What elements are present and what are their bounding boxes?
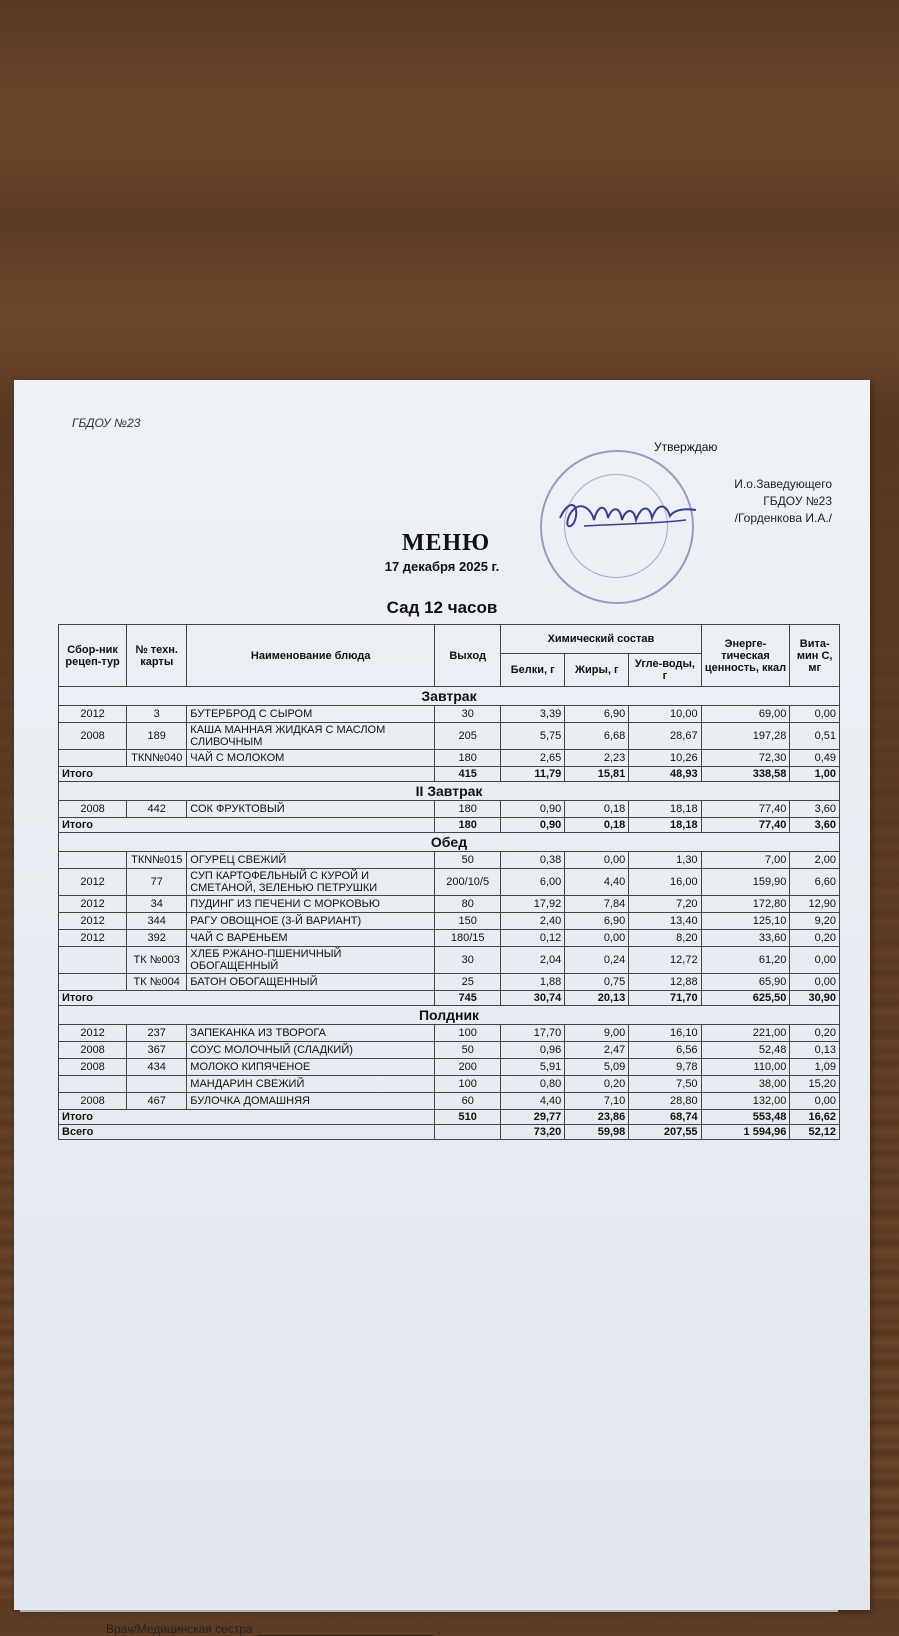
table-cell: 6,60 [790,869,840,896]
table-cell: 0,13 [790,1042,840,1059]
table-row [59,801,840,818]
table-cell: 18,18 [629,801,701,818]
header-chemical: Химический состав [501,625,701,654]
table-cell: 6,90 [565,913,629,930]
table-cell [59,852,127,869]
table-cell [59,947,127,974]
table-cell: 2,04 [501,947,565,974]
total-cell: 68,74 [629,1110,701,1125]
table-cell: 2,23 [565,750,629,767]
grand-total-cell: 1 594,96 [701,1125,790,1140]
table-cell: 132,00 [701,1093,790,1110]
section-header [59,1006,840,1025]
header-dish-name: Наименование блюда [187,625,435,687]
table-cell: 0,90 [501,801,565,818]
footer-label: Врач/Медицинская сестра [106,1622,253,1636]
table-cell: 7,00 [701,852,790,869]
table-cell [59,1076,127,1093]
table-row [59,869,840,896]
total-cell: 180 [435,818,501,833]
table-cell [59,750,127,767]
total-label: Итого [59,767,435,782]
total-row [59,991,840,1006]
table-cell: КАША МАННАЯ ЖИДКАЯ С МАСЛОМ СЛИВОЧНЫМ [187,723,435,750]
table-cell: 150 [435,913,501,930]
table-cell: 180 [435,750,501,767]
table-row [59,852,840,869]
table-cell: 15,20 [790,1076,840,1093]
header-energy: Энерге-тическая ценность, ккал [701,625,790,687]
grand-total-cell: 207,55 [629,1125,701,1140]
table-cell: 7,84 [565,896,629,913]
approver-name: /Горденкова И.А./ [734,511,832,525]
table-cell: 0,51 [790,723,840,750]
table-cell: 6,90 [565,706,629,723]
table-cell: 7,50 [629,1076,701,1093]
total-label: Итого [59,1110,435,1125]
table-cell [127,1076,187,1093]
total-cell: 30,74 [501,991,565,1006]
table-cell: 8,20 [629,930,701,947]
table-cell: 5,91 [501,1059,565,1076]
table-cell: 467 [127,1093,187,1110]
section-header [59,833,840,852]
total-cell: 29,77 [501,1110,565,1125]
table-cell: СОУС МОЛОЧНЫЙ (СЛАДКИЙ) [187,1042,435,1059]
table-cell: 2008 [59,1093,127,1110]
table-cell: 2,40 [501,913,565,930]
table-cell: 2012 [59,1025,127,1042]
header-fat: Жиры, г [565,654,629,687]
table-cell: 434 [127,1059,187,1076]
section-title: Завтрак [59,687,840,706]
table-cell: 1,09 [790,1059,840,1076]
table-cell: 9,00 [565,1025,629,1042]
table-cell: СУП КАРТОФЕЛЬНЫЙ С КУРОЙ И СМЕТАНОЙ, ЗЕЛЕНЬЮ ПЕТРУШКИ [187,869,435,896]
table-cell: ЧАЙ С МОЛОКОМ [187,750,435,767]
table-cell: 0,20 [790,1025,840,1042]
table-cell: 9,20 [790,913,840,930]
table-cell: 6,00 [501,869,565,896]
table-cell: 0,00 [790,706,840,723]
table-cell: 0,00 [565,852,629,869]
table-cell: 0,00 [790,1093,840,1110]
table-cell: 33,60 [701,930,790,947]
header-tech-card: № техн. карты [127,625,187,687]
table-cell: 17,92 [501,896,565,913]
header-carbs: Угле-воды, г [629,654,701,687]
organization-label: ГБДОУ №23 [72,416,141,430]
table-cell [59,974,127,991]
table-cell: БУЛОЧКА ДОМАШНЯЯ [187,1093,435,1110]
table-cell: 10,26 [629,750,701,767]
total-cell: 415 [435,767,501,782]
table-cell: 3,39 [501,706,565,723]
grand-total-cell: 59,98 [565,1125,629,1140]
total-label: Итого [59,991,435,1006]
table-cell: 1,88 [501,974,565,991]
total-cell: 625,50 [701,991,790,1006]
table-cell: 0,20 [790,930,840,947]
table-cell: 60 [435,1093,501,1110]
table-cell: 2008 [59,1042,127,1059]
table-cell: 65,90 [701,974,790,991]
table-cell: 0,38 [501,852,565,869]
table-cell: 72,30 [701,750,790,767]
table-row [59,930,840,947]
table-row [59,913,840,930]
total-cell: 18,18 [629,818,701,833]
table-cell: 3 [127,706,187,723]
table-cell: 50 [435,852,501,869]
table-cell: 0,18 [565,801,629,818]
table-cell: 38,00 [701,1076,790,1093]
table-cell: 6,68 [565,723,629,750]
table-row [59,1093,840,1110]
grand-total-label: Всего [59,1125,435,1140]
table-cell: 5,75 [501,723,565,750]
menu-document [14,380,870,1636]
table-cell: 221,00 [701,1025,790,1042]
total-row [59,818,840,833]
table-cell: СОК ФРУКТОВЫЙ [187,801,435,818]
table-row [59,1076,840,1093]
table-cell: 0,75 [565,974,629,991]
table-cell: 2012 [59,913,127,930]
total-cell: 30,90 [790,991,840,1006]
table-cell: 0,20 [565,1076,629,1093]
header-collection: Сбор-ник рецеп-тур [59,625,127,687]
table-cell: 34 [127,896,187,913]
table-cell: 77 [127,869,187,896]
table-cell: 4,40 [565,869,629,896]
document-date: 17 декабря 2025 г. [384,559,500,574]
table-cell: 3,60 [790,801,840,818]
table-cell: 2008 [59,1059,127,1076]
footer-signature-line [106,1622,433,1636]
table-cell: 2012 [59,706,127,723]
table-cell: 125,10 [701,913,790,930]
total-cell: 338,58 [701,767,790,782]
table-cell: 172,80 [701,896,790,913]
table-cell: 2008 [59,801,127,818]
table-cell: 2012 [59,896,127,913]
table-cell: МОЛОКО КИПЯЧЕНОЕ [187,1059,435,1076]
table-cell: 28,80 [629,1093,701,1110]
document-subtitle: Сад 12 часов [386,598,498,617]
grand-total-cell: 52,12 [790,1125,840,1140]
table-cell: 30 [435,706,501,723]
table-cell: ТК №004 [127,974,187,991]
table-cell: 17,70 [501,1025,565,1042]
section-title: II Завтрак [59,782,840,801]
table-cell: 237 [127,1025,187,1042]
total-cell: 553,48 [701,1110,790,1125]
table-cell: ЗАПЕКАНКА ИЗ ТВОРОГА [187,1025,435,1042]
total-cell: 77,40 [701,818,790,833]
table-cell: 7,10 [565,1093,629,1110]
table-cell: 52,48 [701,1042,790,1059]
table-cell: 0,49 [790,750,840,767]
table-cell: 0,24 [565,947,629,974]
table-cell: 0,96 [501,1042,565,1059]
menu-table [58,624,840,1140]
table-cell: ПУДИНГ ИЗ ПЕЧЕНИ С МОРКОВЬЮ [187,896,435,913]
table-cell: 28,67 [629,723,701,750]
table-cell: 69,00 [701,706,790,723]
total-cell: 0,18 [565,818,629,833]
grand-total-cell: 73,20 [501,1125,565,1140]
table-cell: 0,00 [790,947,840,974]
table-cell: ЧАЙ С ВАРЕНЬЕМ [187,930,435,947]
table-cell: 61,20 [701,947,790,974]
total-label: Итого [59,818,435,833]
grand-total-row [59,1125,840,1140]
total-cell: 0,90 [501,818,565,833]
table-cell: 200/10/5 [435,869,501,896]
table-cell: 10,00 [629,706,701,723]
table-row [59,974,840,991]
section-header [59,782,840,801]
table-cell: РАГУ ОВОЩНОЕ (3-Й ВАРИАНТ) [187,913,435,930]
table-cell: 205 [435,723,501,750]
table-cell: 6,56 [629,1042,701,1059]
table-cell: 367 [127,1042,187,1059]
table-cell: 100 [435,1076,501,1093]
table-row [59,1059,840,1076]
table-cell: 159,90 [701,869,790,896]
approver-org: ГБДОУ №23 [763,494,832,508]
table-cell: 9,78 [629,1059,701,1076]
table-cell: 16,10 [629,1025,701,1042]
table-cell: ТК №003 [127,947,187,974]
table-cell: 2012 [59,930,127,947]
table-cell: 13,40 [629,913,701,930]
table-row [59,896,840,913]
table-cell: 2,47 [565,1042,629,1059]
table-cell: 80 [435,896,501,913]
table-cell: 30 [435,947,501,974]
table-cell: ОГУРЕЦ СВЕЖИЙ [187,852,435,869]
table-cell: МАНДАРИН СВЕЖИЙ [187,1076,435,1093]
table-cell: 2,00 [790,852,840,869]
table-cell: 442 [127,801,187,818]
table-cell: ТКN№040 [127,750,187,767]
table-cell: 50 [435,1042,501,1059]
total-cell: 11,79 [501,767,565,782]
total-cell: 20,13 [565,991,629,1006]
table-row [59,1042,840,1059]
table-cell: ТКN№015 [127,852,187,869]
table-cell: 77,40 [701,801,790,818]
table-cell: 2,65 [501,750,565,767]
table-cell: 189 [127,723,187,750]
table-cell: 5,09 [565,1059,629,1076]
total-cell: 16,62 [790,1110,840,1125]
total-cell: 71,70 [629,991,701,1006]
approver-position: И.о.Заведующего [734,477,832,491]
table-cell: 4,40 [501,1093,565,1110]
total-cell: 510 [435,1110,501,1125]
table-cell: ХЛЕБ РЖАНО-ПШЕНИЧНЫЙ ОБОГАЩЕННЫЙ [187,947,435,974]
table-cell: 180/15 [435,930,501,947]
table-row [59,723,840,750]
table-cell: 110,00 [701,1059,790,1076]
menu-table-body [59,687,840,1140]
table-cell: 1,30 [629,852,701,869]
grand-total-cell [435,1125,501,1140]
table-cell: 0,12 [501,930,565,947]
total-row [59,767,840,782]
table-row [59,750,840,767]
section-title: Полдник [59,1006,840,1025]
total-cell: 745 [435,991,501,1006]
table-cell: 25 [435,974,501,991]
table-cell: БАТОН ОБОГАЩЕННЫЙ [187,974,435,991]
total-cell: 23,86 [565,1110,629,1125]
table-row [59,947,840,974]
table-cell: 12,88 [629,974,701,991]
total-cell: 48,93 [629,767,701,782]
header-yield: Выход [435,625,501,687]
table-cell: 2008 [59,723,127,750]
table-cell: 12,72 [629,947,701,974]
approval-heading: Утверждаю [654,440,718,454]
table-cell: 2012 [59,869,127,896]
table-cell: 0,00 [565,930,629,947]
total-cell: 3,60 [790,818,840,833]
table-cell: 0,80 [501,1076,565,1093]
approver-block [734,476,832,527]
total-cell: 15,81 [565,767,629,782]
table-cell: 197,28 [701,723,790,750]
section-header [59,687,840,706]
table-row [59,1025,840,1042]
table-row [59,706,840,723]
header-protein: Белки, г [501,654,565,687]
table-cell: БУТЕРБРОД С СЫРОМ [187,706,435,723]
total-cell: 1,00 [790,767,840,782]
table-cell: 0,00 [790,974,840,991]
table-cell: 100 [435,1025,501,1042]
table-cell: 392 [127,930,187,947]
title-block [14,530,870,574]
header-vitamin: Вита-мин С, мг [790,625,840,687]
section-title: Обед [59,833,840,852]
table-cell: 180 [435,801,501,818]
table-cell: 7,20 [629,896,701,913]
table-cell: 344 [127,913,187,930]
table-cell: 12,90 [790,896,840,913]
table-cell: 200 [435,1059,501,1076]
total-row [59,1110,840,1125]
document-title: МЕНЮ [401,530,491,556]
table-cell: 16,00 [629,869,701,896]
